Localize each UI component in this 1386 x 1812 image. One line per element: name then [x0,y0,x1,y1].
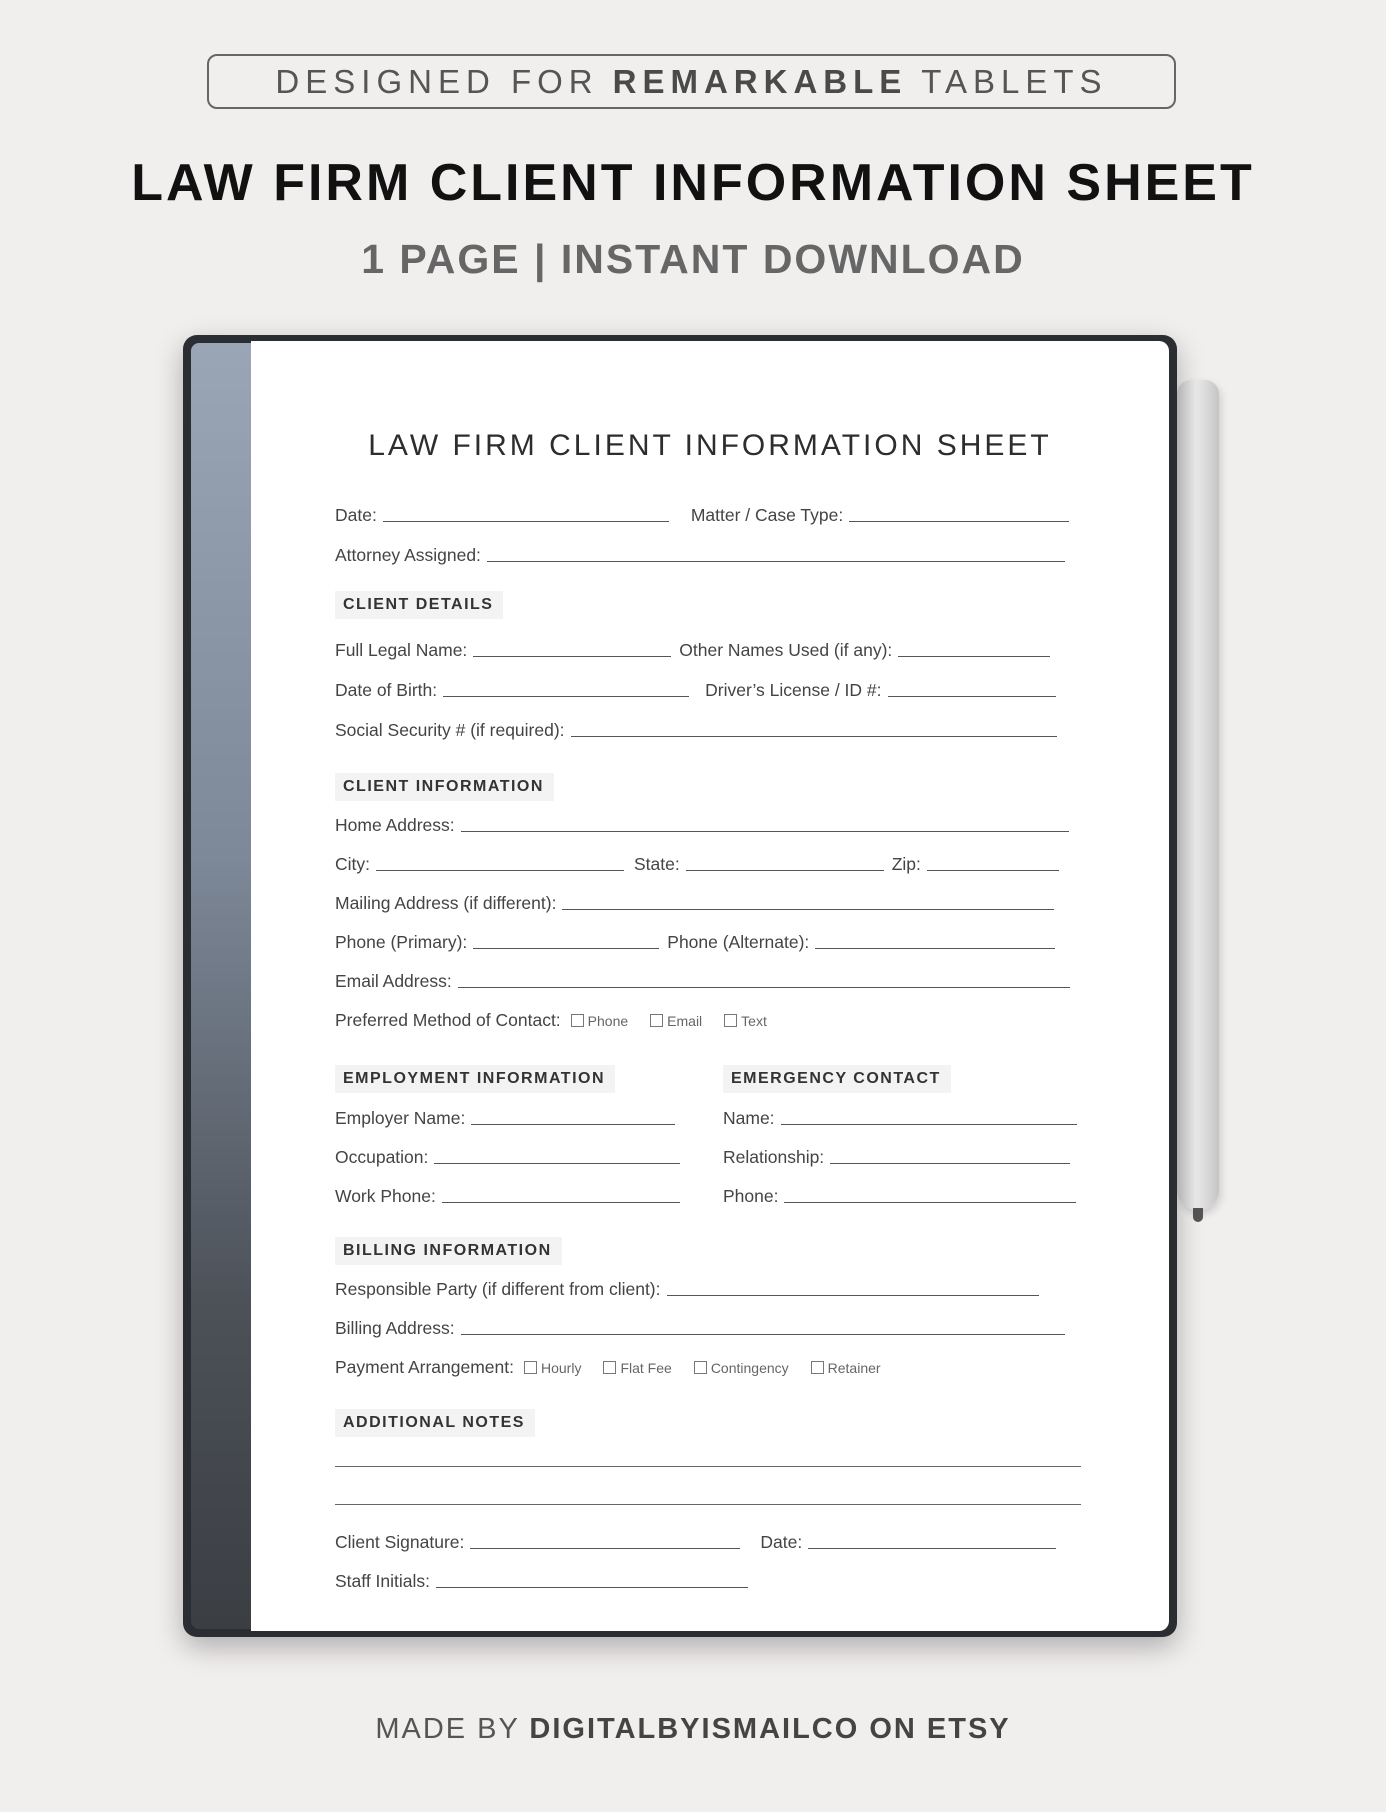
emergency-name-label: Name: [723,1108,775,1128]
full-name-row [335,640,1050,661]
responsible-field[interactable] [667,1294,1039,1296]
home-row [335,815,1069,836]
contact-option-text[interactable]: Text [724,1013,767,1029]
footer-bold: DIGITALBYISMAILCO ON ETSY [529,1713,1011,1745]
city-field[interactable] [376,869,624,871]
zip-field[interactable] [927,869,1059,871]
checkbox-icon [603,1361,616,1374]
initials-row [335,1571,748,1592]
top-banner [207,54,1176,109]
section-employment: EMPLOYMENT INFORMATION [335,1065,615,1093]
tablet-spine [191,343,251,1629]
email-row [335,971,1070,992]
ssn-field[interactable] [571,735,1057,737]
banner-suffix: TABLETS [921,62,1108,100]
form-title: LAW FIRM CLIENT INFORMATION SHEET [368,429,1052,462]
footer-prefix: MADE BY [375,1713,520,1745]
page-title: LAW FIRM CLIENT INFORMATION SHEET [131,154,1255,212]
initials-field[interactable] [436,1586,748,1588]
attorney-label: Attorney Assigned: [335,545,481,565]
billing-address-label: Billing Address: [335,1318,455,1338]
stylus-tip [1193,1208,1203,1222]
occupation-field[interactable] [434,1162,680,1164]
relationship-row [723,1147,1070,1168]
phone-alt-field[interactable] [815,947,1055,949]
occupation-row [335,1147,680,1168]
home-label: Home Address: [335,815,455,835]
matter-label: Matter / Case Type: [690,505,844,525]
checkbox-icon [811,1361,824,1374]
attorney-field[interactable] [487,560,1065,562]
phone-row [335,932,1055,953]
checkbox-icon [694,1361,707,1374]
relationship-label: Relationship: [723,1147,825,1167]
mailing-label: Mailing Address (if different): [335,893,557,913]
signature-field[interactable] [470,1547,740,1549]
responsible-label: Responsible Party (if different from client): [335,1279,661,1299]
occupation-label: Occupation: [335,1147,429,1167]
home-field[interactable] [461,830,1069,832]
page-subtitle: 1 PAGE | INSTANT DOWNLOAD [361,236,1025,282]
city-row [335,854,1059,875]
signature-row [335,1532,1056,1553]
emergency-phone-row [723,1186,1076,1207]
work-phone-field[interactable] [442,1201,680,1203]
contact-option-phone[interactable]: Phone [571,1013,628,1029]
tablet-device [183,335,1177,1637]
billing-address-row [335,1318,1065,1339]
emergency-phone-field[interactable] [784,1201,1076,1203]
mailing-field[interactable] [562,908,1054,910]
signature-label: Client Signature: [335,1532,465,1552]
ssn-label: Social Security # (if required): [335,720,565,740]
emergency-name-row [723,1108,1077,1129]
full-name-label: Full Legal Name: [335,640,468,660]
checkbox-icon [524,1361,537,1374]
notes-line[interactable] [335,1503,1081,1505]
section-additional-notes: ADDITIONAL NOTES [335,1409,535,1437]
banner-prefix: DESIGNED FOR [275,62,599,100]
city-label: City: [335,854,370,874]
responsible-row [335,1279,1039,1300]
contact-method-row [335,1010,789,1031]
payment-option-hourly[interactable]: Hourly [524,1360,581,1376]
zip-label: Zip: [891,854,921,874]
ssn-row [335,720,1057,741]
dob-label: Date of Birth: [335,680,438,700]
work-phone-label: Work Phone: [335,1186,436,1206]
payment-option-flat-fee[interactable]: Flat Fee [603,1360,671,1376]
full-name-field[interactable] [473,655,671,657]
relationship-field[interactable] [830,1162,1070,1164]
payment-row [335,1357,903,1378]
payment-options [524,1360,903,1376]
date-field[interactable] [383,520,669,522]
stylus-pen [1177,380,1219,1210]
billing-address-field[interactable] [461,1333,1065,1335]
contact-method-options [571,1013,789,1029]
footer-credit [0,1713,1386,1746]
payment-option-contingency[interactable]: Contingency [694,1360,789,1376]
section-emergency: EMERGENCY CONTACT [723,1065,951,1093]
state-label: State: [634,854,680,874]
phone-primary-label: Phone (Primary): [335,932,468,952]
emergency-name-field[interactable] [781,1123,1077,1125]
employer-row [335,1108,675,1129]
dob-field[interactable] [443,695,689,697]
dob-row [335,680,1056,701]
emergency-phone-label: Phone: [723,1186,779,1206]
other-names-label: Other Names Used (if any): [679,640,893,660]
checkbox-icon [724,1014,737,1027]
payment-label: Payment Arrangement: [335,1357,514,1377]
state-field[interactable] [686,869,884,871]
checkbox-icon [571,1014,584,1027]
work-phone-row [335,1186,680,1207]
employer-field[interactable] [471,1123,675,1125]
contact-option-email[interactable]: Email [650,1013,702,1029]
section-client-details: CLIENT DETAILS [335,591,503,619]
date-label: Date: [335,505,377,525]
section-client-information: CLIENT INFORMATION [335,773,554,801]
checkbox-icon [650,1014,663,1027]
initials-label: Staff Initials: [335,1571,431,1591]
employer-label: Employer Name: [335,1108,466,1128]
mailing-row [335,893,1054,914]
phone-primary-field[interactable] [473,947,659,949]
sig-date-field[interactable] [808,1547,1056,1549]
phone-alt-label: Phone (Alternate): [667,932,810,952]
payment-option-retainer[interactable]: Retainer [811,1360,881,1376]
section-billing: BILLING INFORMATION [335,1237,562,1265]
sig-date-label: Date: [760,1532,803,1552]
notes-line[interactable] [335,1465,1081,1467]
email-label: Email Address: [335,971,452,991]
contact-method-label: Preferred Method of Contact: [335,1010,561,1030]
license-label: Driver’s License / ID #: [705,680,882,700]
tablet-screen [251,341,1169,1631]
other-names-field[interactable] [898,655,1050,657]
attorney-row [335,545,1065,566]
banner-bold: REMARKABLE [612,62,908,100]
matter-field[interactable] [849,520,1069,522]
email-field[interactable] [458,986,1070,988]
date-row [335,505,1069,526]
license-field[interactable] [888,695,1056,697]
